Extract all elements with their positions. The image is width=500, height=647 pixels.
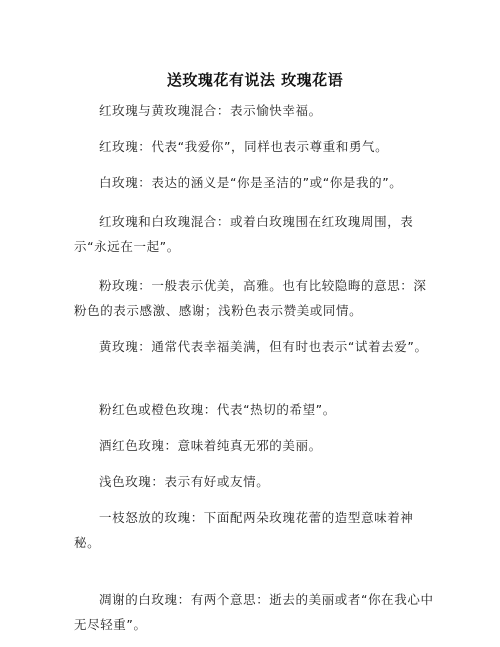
paragraph-burgundy: 酒红色玫瑰：意味着纯真无邪的美丽。 <box>99 438 322 453</box>
paragraph-light: 浅色玫瑰：表示有好或友情。 <box>99 474 270 489</box>
document-title: 送玫瑰花有说法 玫瑰花语 <box>166 71 344 89</box>
paragraph-blooming: 一枝怒放的玫瑰：下面配两朵玫瑰花蕾的造型意味着神秘。 <box>74 510 414 550</box>
paragraph-pink: 粉玫瑰：一般表示优美，高雅。也有比较隐晦的意思：深粉色的表示感激、感谢；浅粉色表示赞美或同情。 <box>74 278 427 318</box>
paragraph-red-yellow: 红玫瑰与黄玫瑰混合：表示愉快幸福。 <box>99 103 322 118</box>
paragraph-yellow: 黄玫瑰：通常代表幸福美满，但有时也表示“试着去爱”。 <box>99 339 428 354</box>
paragraph-withered-white: 凋谢的白玫瑰：有两个意思：逝去的美丽或者“你在我心中无尽轻重”。 <box>74 592 434 632</box>
paragraph-red-white: 红玫瑰和白玫瑰混合：或着白玫瑰围在红玫瑰周围，表示“永远在一起”。 <box>74 214 414 254</box>
paragraph-white: 白玫瑰：表达的涵义是“你是圣洁的”或“你是我的”。 <box>99 175 403 190</box>
paragraph-pink-orange: 粉红色或橙色玫瑰：代表“热切的希望”。 <box>99 402 336 417</box>
paragraph-red: 红玫瑰：代表“我爱你”，同样也表示尊重和勇气。 <box>99 139 389 154</box>
